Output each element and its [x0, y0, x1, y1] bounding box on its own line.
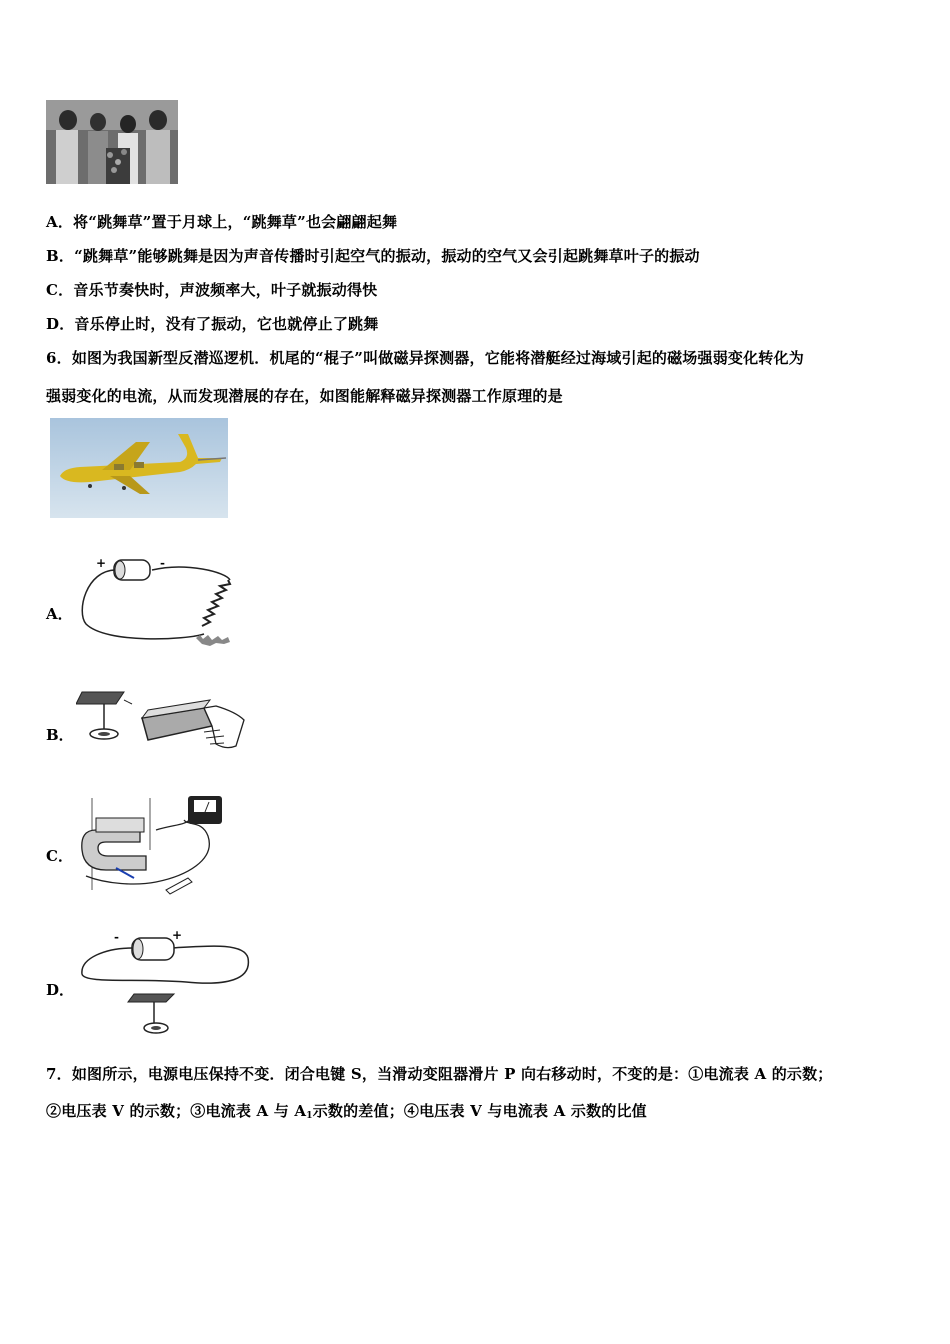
q7-stem-line2 [46, 1100, 647, 1121]
q5-option-b [46, 245, 700, 266]
q7-stem-line2-part1: ②电压表 V 的示数；③电流表 A 与 A [46, 1102, 307, 1120]
q6-stem-line2: 强弱变化的电流，从而发现潜展的存在，如图能解释磁异探测器工作原理的是 [46, 387, 563, 405]
q7-stem-line2-part2: 示数的差值；④电压表 V 与电流表 A 示数的比值 [312, 1102, 647, 1120]
patrol-plane-photo [50, 418, 228, 518]
battery-plus-sign-d: + [172, 928, 183, 942]
q5-option-a-label: A． [46, 213, 74, 231]
q5-option-d [46, 313, 378, 334]
q6-option-b-label: B． [46, 726, 74, 744]
q5-option-a [46, 211, 397, 232]
q5-option-c-text: 音乐节奏快时，声波频率大，叶子就振动得快 [73, 281, 378, 299]
q7-stem-line1: 7．如图所示，电源电压保持不变．闭合电键 S，当滑动变阻器滑片 P 向右移动时，不变的是：①电流表 A 的示数； [46, 1065, 833, 1083]
q6-figure-c [76, 790, 226, 900]
battery-minus-sign-d: - [114, 930, 119, 944]
q5-option-c-label: C． [46, 281, 74, 299]
q6-stem-line1: 6．如图为我国新型反潜巡逻机．机尾的“棍子”叫做磁异探测器，它能将潜艇经过海域引起的磁场强弱变化转化为 [46, 349, 804, 367]
q5-option-b-text: “跳舞草”能够跳舞是因为声音传播时引起空气的振动，振动的空气又会引起跳舞草叶子的振动 [74, 247, 700, 265]
q7-subscript: 1 [306, 1111, 313, 1121]
battery-minus-sign-a: - [160, 556, 165, 570]
q6-figure-a [76, 552, 236, 652]
q6-figure-b [76, 686, 251, 756]
q5-option-b-label: B． [46, 247, 75, 265]
q5-option-d-label: D． [46, 315, 75, 333]
q6-option-d-label: D． [46, 981, 75, 999]
q6-option-a-label: A． [46, 605, 73, 623]
q6-option-c-label: C． [46, 847, 73, 865]
q5-option-a-text: 将“跳舞草”置于月球上，“跳舞草”也会翩翩起舞 [73, 213, 398, 231]
q5-option-d-text: 音乐停止时，没有了振动，它也就停止了跳舞 [74, 315, 379, 333]
battery-plus-sign-a: + [96, 556, 107, 570]
q6-figure-d [76, 928, 256, 1043]
q5-option-c [46, 279, 377, 300]
dancing-grass-photo [46, 100, 178, 184]
